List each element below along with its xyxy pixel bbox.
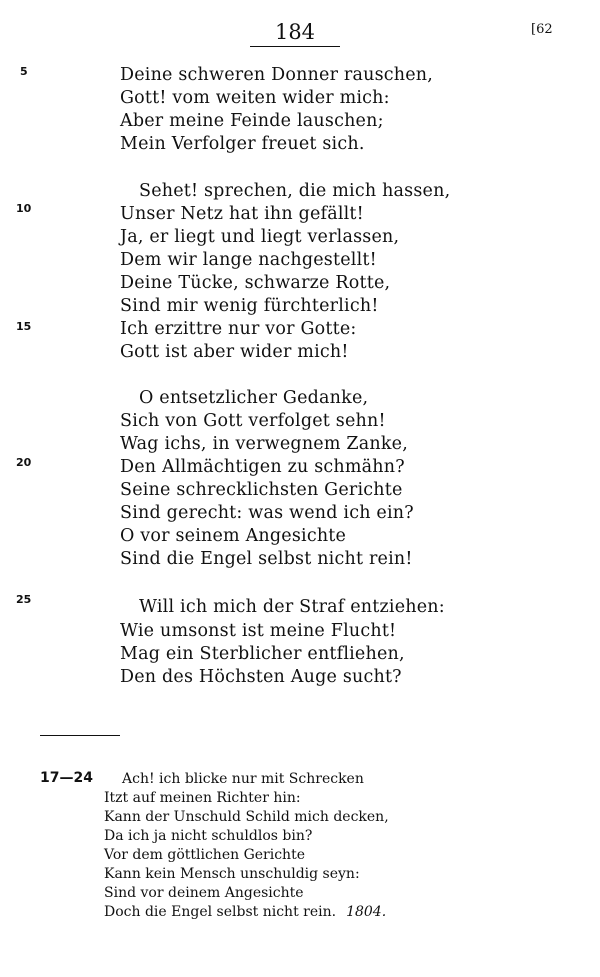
poem-line: Wie umsonst ist meine Flucht!: [120, 621, 397, 641]
footnote-line: Da ich ja nicht schuldlos bin?: [104, 828, 313, 844]
signature-mark: [62: [531, 22, 553, 37]
footnote-line: Sind vor deinem Angesichte: [104, 885, 304, 901]
poem-line: Ja, er liegt und liegt verlassen,: [120, 227, 400, 247]
page-number: 184: [274, 20, 316, 44]
poem-line: Sind mir wenig fürchterlich!: [120, 296, 379, 316]
poem-line: Sind gerecht: was wend ich ein?: [120, 503, 414, 523]
footnote-label: 17—24: [40, 770, 93, 786]
poem-line: Ich erzittre nur vor Gotte:: [120, 319, 357, 339]
line-number: 5: [20, 65, 28, 78]
footnote-year: 1804.: [346, 904, 387, 920]
poem-line: Wag ichs, in verwegnem Zanke,: [120, 434, 408, 454]
poem-line: Deine schweren Donner rauschen,: [120, 65, 434, 85]
footnote-line: Ach! ich blicke nur mit Schrecken: [122, 771, 364, 787]
footnote-line: Itzt auf meinen Richter hin:: [104, 790, 301, 806]
poem-line: Sich von Gott verfolget sehn!: [120, 411, 386, 431]
poem-line: Mein Verfolger freuet sich.: [120, 134, 365, 154]
footnote-line: [104, 903, 386, 921]
footnote-line: Vor dem göttlichen Gerichte: [104, 847, 305, 863]
poem-line: O entsetzlicher Gedanke,: [139, 388, 369, 408]
header-rule: [250, 46, 340, 47]
poem-line: Den des Höchsten Auge sucht?: [120, 667, 402, 687]
poem-line: O vor seinem Angesichte: [120, 526, 347, 546]
poem-line: Unser Netz hat ihn gefällt!: [120, 204, 364, 224]
line-number: 20: [16, 456, 32, 469]
footnote-rule: [40, 735, 120, 736]
poem-line: Will ich mich der Straf entziehen:: [139, 597, 445, 617]
footnote-line-text: Doch die Engel selbst nicht rein.: [104, 904, 337, 920]
poem-line: Deine Tücke, schwarze Rotte,: [120, 273, 391, 293]
poem-line: Gott ist aber wider mich!: [120, 342, 349, 362]
footnote-line: Kann der Unschuld Schild mich decken,: [104, 809, 389, 825]
poem-line: Aber meine Feinde lauschen;: [120, 111, 384, 131]
poem-line: Seine schrecklichsten Gerichte: [120, 480, 403, 500]
poem-line: Den Allmächtigen zu schmähn?: [120, 457, 405, 477]
poem-line: Dem wir lange nachgestellt!: [120, 250, 377, 270]
poem-line: Mag ein Sterblicher entfliehen,: [120, 644, 405, 664]
poem-line: Sind die Engel selbst nicht rein!: [120, 549, 413, 569]
line-number: 10: [16, 202, 32, 215]
poem-line: Sehet! sprechen, die mich hassen,: [139, 181, 451, 201]
poem-line: Gott! vom weiten wider mich:: [120, 88, 390, 108]
line-number: 25: [16, 593, 32, 606]
line-number: 15: [16, 320, 32, 333]
footnote-line: Kann kein Mensch unschuldig seyn:: [104, 866, 360, 882]
